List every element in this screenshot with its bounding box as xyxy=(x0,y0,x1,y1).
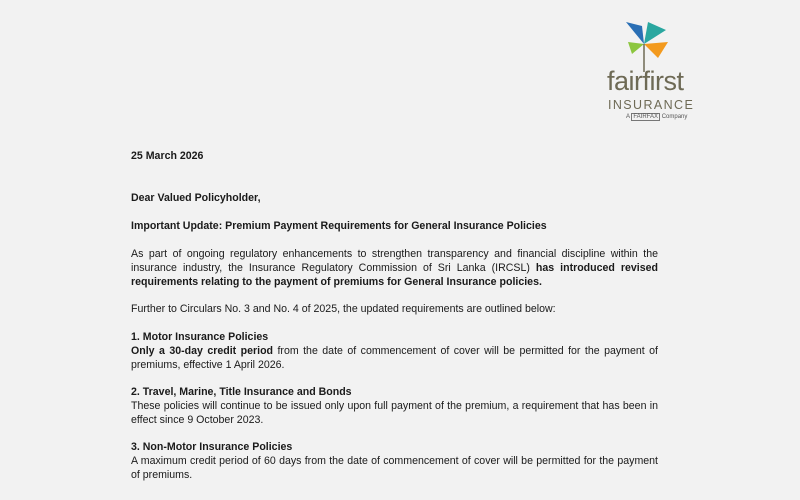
logo-subtitle: INSURANCE xyxy=(608,98,695,112)
company-logo xyxy=(600,20,720,125)
section-title: 3. Non-Motor Insurance Policies xyxy=(131,441,293,453)
section-travel-marine xyxy=(131,385,658,427)
intro-paragraph xyxy=(131,247,658,289)
section-text: A maximum credit period of 60 days from the date of commencement of cover will be permitted for the payment of premiums. xyxy=(131,455,658,481)
section-title: 1. Motor Insurance Policies xyxy=(131,331,269,343)
logo-tag-suffix: Company xyxy=(661,114,688,120)
logo-wordmark: fairfirst xyxy=(607,66,684,96)
circulars-paragraph: Further to Circulars No. 3 and No. 4 of 2025, the updated requirements are outlined below: xyxy=(131,303,556,315)
letter-date: 25 March 2026 xyxy=(131,150,204,162)
logo-tag-brand: FAIRFAX xyxy=(633,114,659,120)
section-text: from the date of commencement of cover will be permitted for the payment of premiums, effective 1 April 2026. xyxy=(131,345,659,371)
intro-text: As part of ongoing regulatory enhancements to strengthen transparency and financial discipline within the insurance industry, the Insurance Regulatory Commission of Sri Lanka (IRCSL) xyxy=(131,248,658,274)
section-bold-lead: Only a 30-day credit period xyxy=(131,345,274,357)
logo-tagline xyxy=(626,113,687,121)
pinwheel-icon xyxy=(622,20,670,72)
letter-salutation: Dear Valued Policyholder, xyxy=(131,192,261,204)
letter-subject: Important Update: Premium Payment Requirements for General Insurance Policies xyxy=(131,220,547,232)
logo-tag-prefix: A xyxy=(626,114,630,120)
section-motor xyxy=(131,330,658,372)
section-title: 2. Travel, Marine, Title Insurance and Bonds xyxy=(131,386,352,398)
intro-bold-text: has introduced revised requirements relating to the payment of premiums for General Insurance policies. xyxy=(131,262,658,288)
section-text: These policies will continue to be issued only upon full payment of the premium, a requirement that has been in effect since 9 October 2023. xyxy=(131,400,658,426)
section-non-motor xyxy=(131,440,658,482)
